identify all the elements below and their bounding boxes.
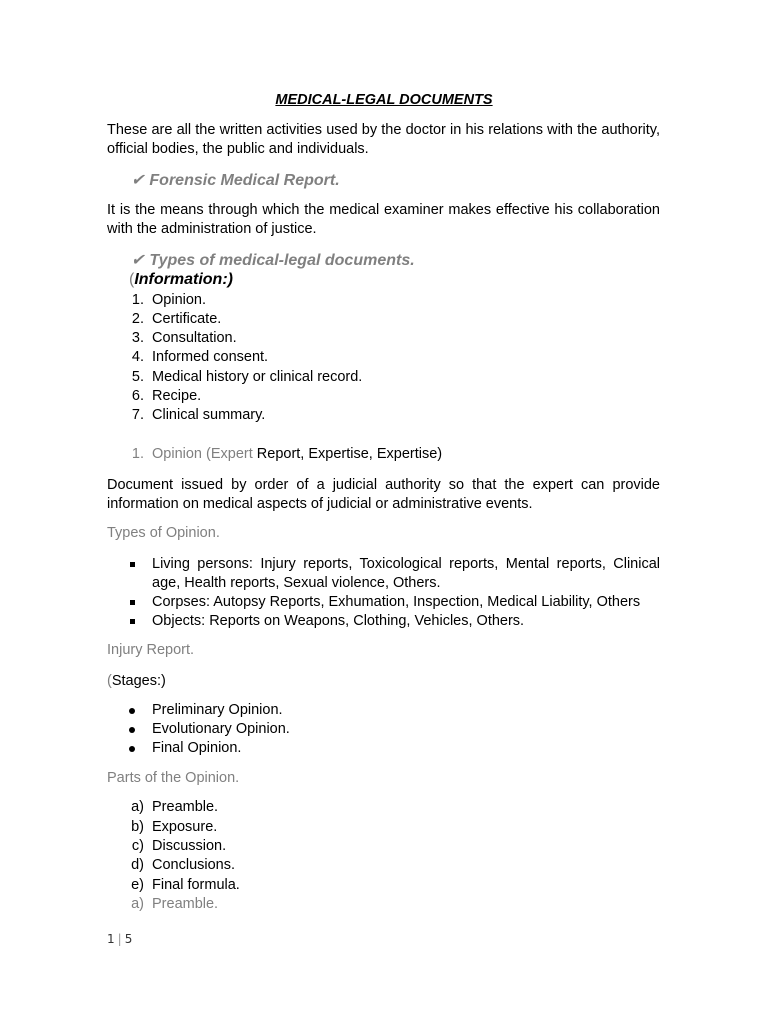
- forensic-heading-text: Forensic Medical Report.: [149, 172, 340, 189]
- opinion-section-number: 1.: [131, 446, 144, 462]
- information-open-paren: (: [129, 271, 135, 288]
- list-item: Corpses: Autopsy Reports, Exhumation, Inspection, Medical Liability, Others: [152, 594, 641, 610]
- forensic-paragraph: It is the means through which the medical examiner makes effective his collaboration with the administration of justice.: [107, 202, 660, 237]
- information-label-text: Information:): [134, 271, 233, 288]
- list-item: Opinion.: [152, 292, 207, 308]
- list-item: Conclusions.: [152, 857, 236, 873]
- information-label: [129, 271, 233, 289]
- stages-open-paren: (: [107, 673, 112, 689]
- list-item: Final formula.: [152, 877, 240, 893]
- opinion-section-heading: [152, 446, 442, 462]
- list-item: Living persons: Injury reports, Toxicological reports, Mental reports, Clinical age, Health reports, Sexual violence, Others.: [152, 556, 660, 591]
- list-number: 2.: [131, 311, 144, 327]
- stages-label-text: Stages:): [111, 673, 166, 689]
- round-bullet-icon: [129, 708, 135, 714]
- list-letter: a): [131, 799, 144, 815]
- list-number: 3.: [131, 330, 144, 346]
- list-item: Informed consent.: [152, 349, 269, 365]
- opinion-section-rest: Report, Expertise, Expertise): [252, 446, 443, 462]
- list-item: Exposure.: [152, 819, 218, 835]
- list-item: Recipe.: [152, 388, 202, 404]
- list-number: 1.: [131, 292, 144, 308]
- stages-label: [107, 672, 166, 691]
- list-item: Preamble.: [152, 799, 219, 815]
- page-number: [107, 932, 132, 946]
- page-separator: |: [117, 932, 122, 946]
- square-bullet-icon: [130, 619, 135, 624]
- list-item: Certificate.: [152, 311, 222, 327]
- square-bullet-icon: [130, 600, 135, 605]
- list-letter: b): [131, 819, 144, 835]
- list-item: Final Opinion.: [152, 740, 242, 756]
- opinion-paragraph: Document issued by order of a judicial authority so that the expert can provide information on medical aspects of judicial or administrative events.: [107, 477, 660, 512]
- forensic-heading: [131, 170, 340, 190]
- types-of-opinion-heading: Types of Opinion.: [107, 525, 220, 541]
- list-number: 4.: [131, 349, 144, 365]
- current-page: 1: [107, 932, 115, 946]
- list-item: Clinical summary.: [152, 407, 266, 423]
- list-letter: a): [131, 896, 144, 912]
- types-heading-text: Types of medical-legal documents.: [149, 252, 415, 269]
- list-item: Preliminary Opinion.: [152, 702, 283, 718]
- list-letter: e): [131, 877, 144, 893]
- injury-report-heading: Injury Report.: [107, 642, 195, 658]
- check-icon: ✔: [131, 172, 145, 189]
- check-icon: ✔: [131, 252, 145, 269]
- list-letter: d): [131, 857, 144, 873]
- list-number: 6.: [131, 388, 144, 404]
- parts-heading: Parts of the Opinion.: [107, 770, 240, 786]
- list-item: Evolutionary Opinion.: [152, 721, 290, 737]
- list-number: 7.: [131, 407, 144, 423]
- list-item: Objects: Reports on Weapons, Clothing, Vehicles, Others.: [152, 613, 525, 629]
- list-item: Discussion.: [152, 838, 227, 854]
- list-number: 5.: [131, 369, 144, 385]
- types-heading: [131, 250, 415, 270]
- list-item: Consultation.: [152, 330, 237, 346]
- opinion-section-gray: Opinion (Expert: [152, 446, 253, 462]
- round-bullet-icon: [129, 746, 135, 752]
- list-letter: c): [131, 838, 144, 854]
- total-pages: 5: [124, 932, 133, 946]
- page-title: MEDICAL-LEGAL DOCUMENTS: [275, 92, 493, 108]
- preamble-subheading: Preamble.: [152, 896, 219, 912]
- square-bullet-icon: [130, 562, 135, 567]
- list-item: Medical history or clinical record.: [152, 369, 363, 385]
- intro-paragraph: These are all the written activities used by the doctor in his relations with the authority, official bodies, the public and individuals.: [107, 122, 660, 157]
- round-bullet-icon: [129, 727, 135, 733]
